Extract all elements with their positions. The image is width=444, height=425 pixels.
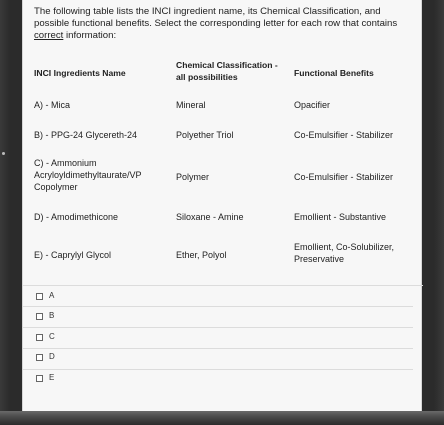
row-a-name: A) - Mica	[34, 100, 70, 110]
checkbox-d[interactable]	[36, 354, 43, 361]
header-functional-benefits: Functional Benefits	[294, 68, 374, 78]
header-chemical-classification: Chemical Classification - all possibilities	[176, 60, 278, 82]
option-b-label: B	[49, 311, 55, 320]
option-c[interactable]	[36, 330, 336, 344]
question-text-start: The following table lists the INCI ingredient name, its Chemical Classification, and possible functional benefits. Select the corresponding letter for each row that contains	[34, 6, 398, 29]
row-b-name: B) - PPG-24 Glycereth-24	[34, 130, 138, 140]
option-c-label: C	[49, 332, 55, 341]
row-a-classification: Mineral	[176, 100, 206, 110]
row-a-benefits: Opacifier	[294, 100, 331, 110]
bullet-marker	[2, 152, 5, 155]
checkbox-a[interactable]	[36, 293, 43, 300]
option-e[interactable]	[36, 371, 336, 385]
row-d-name: D) - Amodimethicone	[34, 212, 119, 222]
row-d-benefits: Emollient - Substantive	[294, 212, 387, 222]
question-text	[34, 6, 406, 42]
option-b[interactable]	[36, 309, 336, 323]
option-d[interactable]	[36, 350, 336, 364]
question-card	[22, 0, 422, 412]
question-text-end: information:	[63, 30, 117, 41]
row-c-name: C) - Ammonium Acryloyldimethyltaurate/VP Copolymer	[34, 158, 142, 192]
row-c-classification: Polymer	[176, 172, 210, 182]
row-b-benefits: Co-Emulsifier - Stabilizer	[294, 130, 394, 140]
row-d-classification: Siloxane - Amine	[176, 212, 244, 222]
divider	[23, 327, 413, 328]
option-d-label: D	[49, 352, 55, 361]
row-e-name: E) - Caprylyl Glycol	[34, 250, 112, 260]
checkbox-b[interactable]	[36, 313, 43, 320]
row-b-classification: Polyether Triol	[176, 130, 234, 140]
checkbox-c[interactable]	[36, 334, 43, 341]
option-a-label: A	[49, 291, 55, 300]
divider	[23, 306, 413, 307]
checkbox-e[interactable]	[36, 375, 43, 382]
row-e-benefits: Emollient, Co-Solubilizer, Preservative	[294, 242, 395, 264]
question-emphasis: correct	[34, 30, 64, 41]
row-c-benefits: Co-Emulsifier - Stabilizer	[294, 172, 394, 182]
divider	[23, 369, 413, 370]
bottom-bezel	[0, 411, 444, 425]
divider	[23, 285, 423, 286]
divider	[23, 348, 413, 349]
row-e-classification: Ether, Polyol	[176, 250, 227, 260]
header-inci-name: INCI Ingredients Name	[34, 68, 126, 78]
option-a[interactable]	[36, 289, 336, 303]
option-e-label: E	[49, 373, 55, 382]
